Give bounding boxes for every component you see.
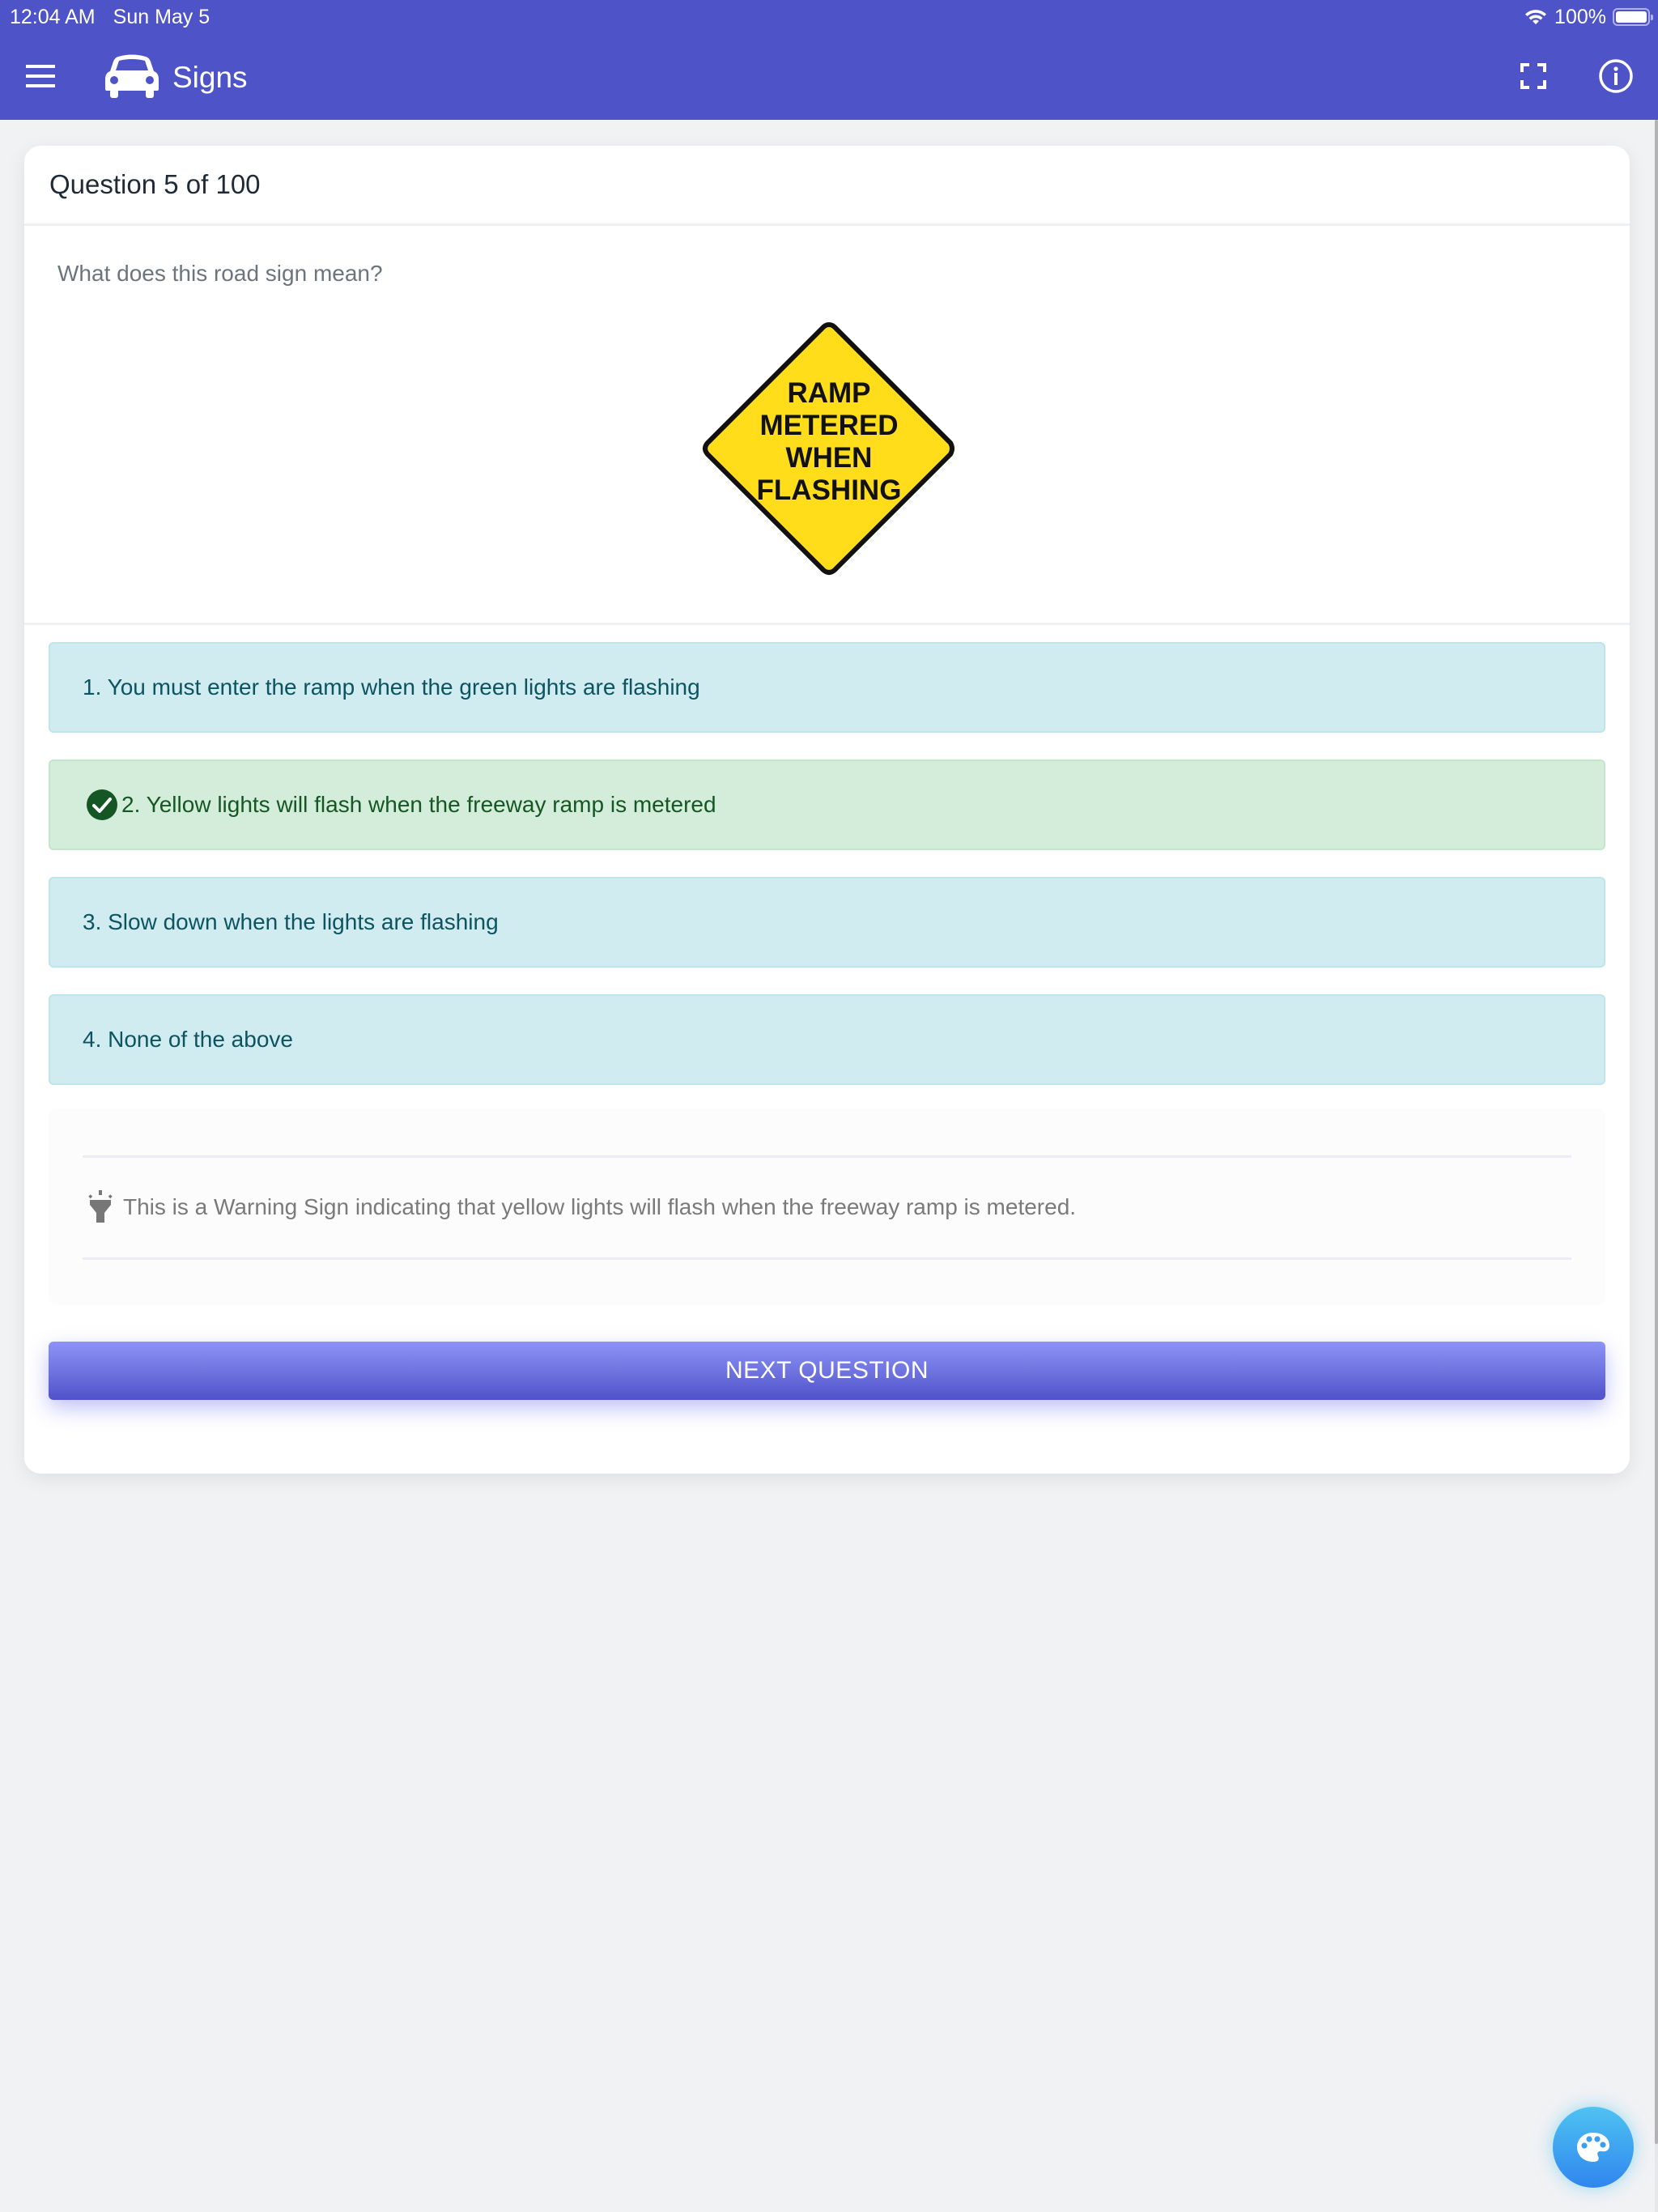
question-prompt: What does this road sign mean? [57, 261, 383, 286]
question-card [24, 146, 1630, 1474]
scrollbar-track[interactable] [1655, 120, 1658, 2212]
answer-option-4[interactable] [49, 994, 1605, 1085]
explanation-row [86, 1189, 1076, 1225]
answer-option-label: 4. None of the above [83, 1027, 293, 1052]
fullscreen-icon[interactable] [1520, 63, 1546, 89]
card-header [24, 146, 1630, 226]
battery-icon [1613, 8, 1650, 26]
car-icon [104, 53, 160, 99]
divider [24, 623, 1630, 625]
app-header [0, 0, 1658, 120]
answer-option-3[interactable] [49, 877, 1605, 968]
explanation-text: This is a Warning Sign indicating that yellow lights will flash when the freeway ramp is metered. [123, 1194, 1077, 1219]
status-date: Sun May 5 [113, 6, 210, 28]
next-question-button[interactable]: NEXT QUESTION [49, 1342, 1605, 1400]
answer-option-label: 2. Yellow lights will flash when the freeway ramp is metered [121, 792, 716, 817]
status-time: 12:04 AM [10, 6, 96, 28]
wifi-icon [1524, 8, 1548, 26]
info-icon[interactable] [1598, 58, 1634, 94]
answer-option-label: 1. You must enter the ramp when the green lights are flashing [83, 674, 700, 700]
answer-option-label: 3. Slow down when the lights are flashing [83, 909, 499, 934]
scrollbar-thumb[interactable] [1655, 120, 1658, 2144]
flashlight-icon [86, 1190, 115, 1224]
app-title: Signs [172, 61, 248, 94]
status-bar-left [10, 3, 210, 31]
menu-icon-bar [26, 84, 55, 87]
sign-line: METERED [759, 410, 899, 441]
theme-palette-button[interactable] [1553, 2107, 1634, 2188]
menu-button[interactable] [23, 60, 58, 92]
menu-icon-bar [26, 74, 55, 78]
answer-option-1[interactable] [49, 642, 1605, 733]
divider [83, 1155, 1571, 1158]
answer-option-2-correct[interactable] [49, 759, 1605, 850]
question-progress: Question 5 of 100 [49, 169, 261, 199]
divider [83, 1257, 1571, 1260]
answer-options [49, 642, 1605, 1112]
road-sign-image [700, 320, 958, 577]
sign-line: FLASHING [756, 474, 902, 506]
sign-line: WHEN [785, 442, 873, 474]
battery-percent: 100% [1554, 5, 1606, 28]
explanation-box [49, 1108, 1605, 1305]
palette-icon [1575, 2131, 1611, 2163]
check-circle-icon [86, 789, 118, 821]
status-bar-right [1524, 3, 1650, 31]
sign-line: RAMP [787, 377, 871, 409]
menu-icon-bar [26, 65, 55, 68]
